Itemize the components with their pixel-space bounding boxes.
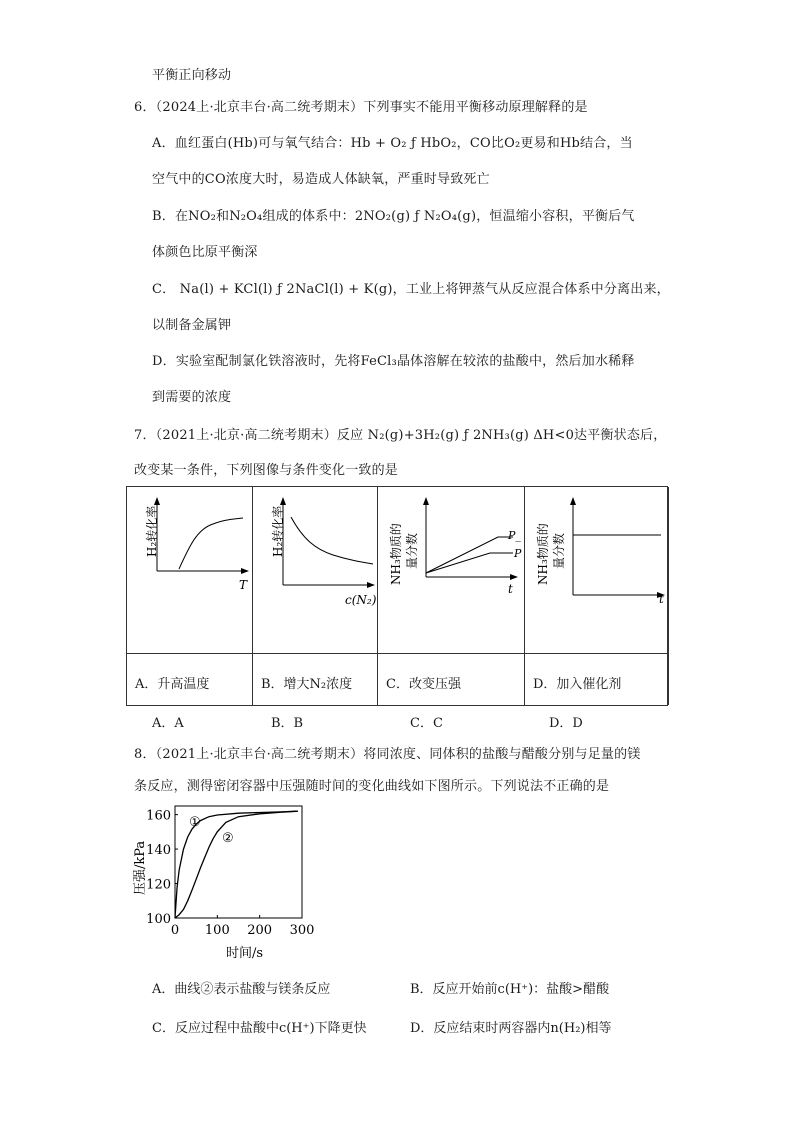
graph-b-ylabel: H₂转化率 <box>271 505 285 557</box>
graph-a-ylabel: H₂转化率 <box>145 505 159 557</box>
graph-c-ylabel-1: NH₃物质的 <box>389 523 403 585</box>
q8-stem-line2: 条反应，测得密闭容器中压强随时间的变化曲线如下图所示。下列说法不正确的是 <box>134 779 610 794</box>
y-tick-label: 120 <box>146 877 171 893</box>
q7-option-b: B．B <box>271 716 304 731</box>
x-tick-label: 100 <box>204 923 230 938</box>
x-tick-label: 200 <box>247 923 273 938</box>
table-divider <box>127 653 667 654</box>
q6-option-b-line2: 体颜色比原平衡深 <box>152 245 258 260</box>
q7-stem-line1: 7．（2021上·北京·高二统考期末）反应 N₂(g)+3H₂(g) ƒ 2NH₃(g) ΔH<0达平衡状态后， <box>134 428 667 443</box>
graph-b <box>253 487 378 653</box>
graph-a-caption: A．升高温度 <box>135 677 210 692</box>
graph-a <box>127 487 253 653</box>
graph-b-xlabel: c(N₂) <box>345 593 377 607</box>
p2-label: P <box>514 547 522 560</box>
p1-label: P_ <box>508 529 521 542</box>
q6-option-d-line1: D．实验室配制氯化铁溶液时，先将FeCl₃晶体溶解在较浓的盐酸中，然后加水稀释 <box>152 354 635 369</box>
continuation-text: 平衡正向移动 <box>152 68 232 83</box>
graph-a-xlabel: T <box>239 578 248 592</box>
q6-option-c-line1: C． Na(l) + KCl(l) ƒ 2NaCl(l) + K(g)，工业上将钾蒸气从反应混合体系中分离出来， <box>152 282 670 297</box>
q6-option-a-line2: 空气中的CO浓度大时，易造成人体缺氧，严重时导致死亡 <box>152 172 490 187</box>
graph-d-xlabel: t <box>659 592 664 606</box>
q8-option-b: B．反应开始前c(H⁺)：盐酸>醋酸 <box>410 982 610 997</box>
graph-c-caption: C．改变压强 <box>386 677 461 692</box>
graph-d-ylabel-1: NH₃物质的 <box>536 523 550 585</box>
q7-option-c: C．C <box>410 716 443 731</box>
q8-xlabel: 时间/s <box>226 946 264 961</box>
q8-ylabel: 压强/kPa <box>133 840 148 895</box>
q8-option-d: D．反应结束时两容器内n(H₂)相等 <box>410 1021 612 1036</box>
curve-2-label: ② <box>222 831 234 846</box>
y-tick-label: 160 <box>146 808 171 824</box>
graph-cell-b <box>253 487 378 705</box>
graph-d-ylabel-2: 量分数 <box>552 532 566 569</box>
q6-stem: 6．（2024上·北京丰台·高二统考期末）下列事实不能用平衡移动原理解释的是 <box>134 100 588 115</box>
y-tick-label: 140 <box>146 843 171 859</box>
q8-pressure-chart <box>126 802 336 962</box>
graph-cell-a <box>127 487 253 705</box>
q6-option-c-line2: 以制备金属钾 <box>152 318 232 333</box>
graph-c-ylabel-2: 量分数 <box>405 532 419 569</box>
graph-c <box>378 487 525 653</box>
q7-graph-table <box>126 486 668 706</box>
x-tick-label: 0 <box>170 923 180 938</box>
curve-1-label: ① <box>189 815 201 830</box>
graph-d-caption: D．加入催化剂 <box>533 677 622 692</box>
q8-option-a: A．曲线②表示盐酸与镁条反应 <box>152 982 331 997</box>
q8-option-c: C．反应过程中盐酸中c(H⁺)下降更快 <box>152 1021 367 1036</box>
q6-option-d-line2: 到需要的浓度 <box>152 390 232 405</box>
x-tick-label: 300 <box>289 923 315 938</box>
y-tick-label: 100 <box>146 912 171 927</box>
q7-stem-line2: 改变某一条件，下列图像与条件变化一致的是 <box>134 463 399 478</box>
graph-cell-d <box>525 487 669 705</box>
graph-b-caption: B．增大N₂浓度 <box>261 677 353 692</box>
graph-d <box>525 487 669 653</box>
q7-option-a: A．A <box>152 716 184 731</box>
q7-option-d: D．D <box>549 716 583 731</box>
q8-stem-line1: 8．（2021上·北京丰台·高二统考期末）将同浓度、同体积的盐酸与醋酸分别与足量的镁 <box>134 747 641 762</box>
graph-c-xlabel: t <box>508 582 513 596</box>
q6-option-b-line1: B．在NO₂和N₂O₄组成的体系中：2NO₂(g) ƒ N₂O₄(g)，恒温缩小容积，平衡后气 <box>152 209 635 224</box>
q6-option-a-line1: A．血红蛋白(Hb)可与氧气结合：Hb + O₂ ƒ HbO₂，CO比O₂更易和Hb结合，当 <box>152 136 633 151</box>
graph-cell-c <box>378 487 525 705</box>
